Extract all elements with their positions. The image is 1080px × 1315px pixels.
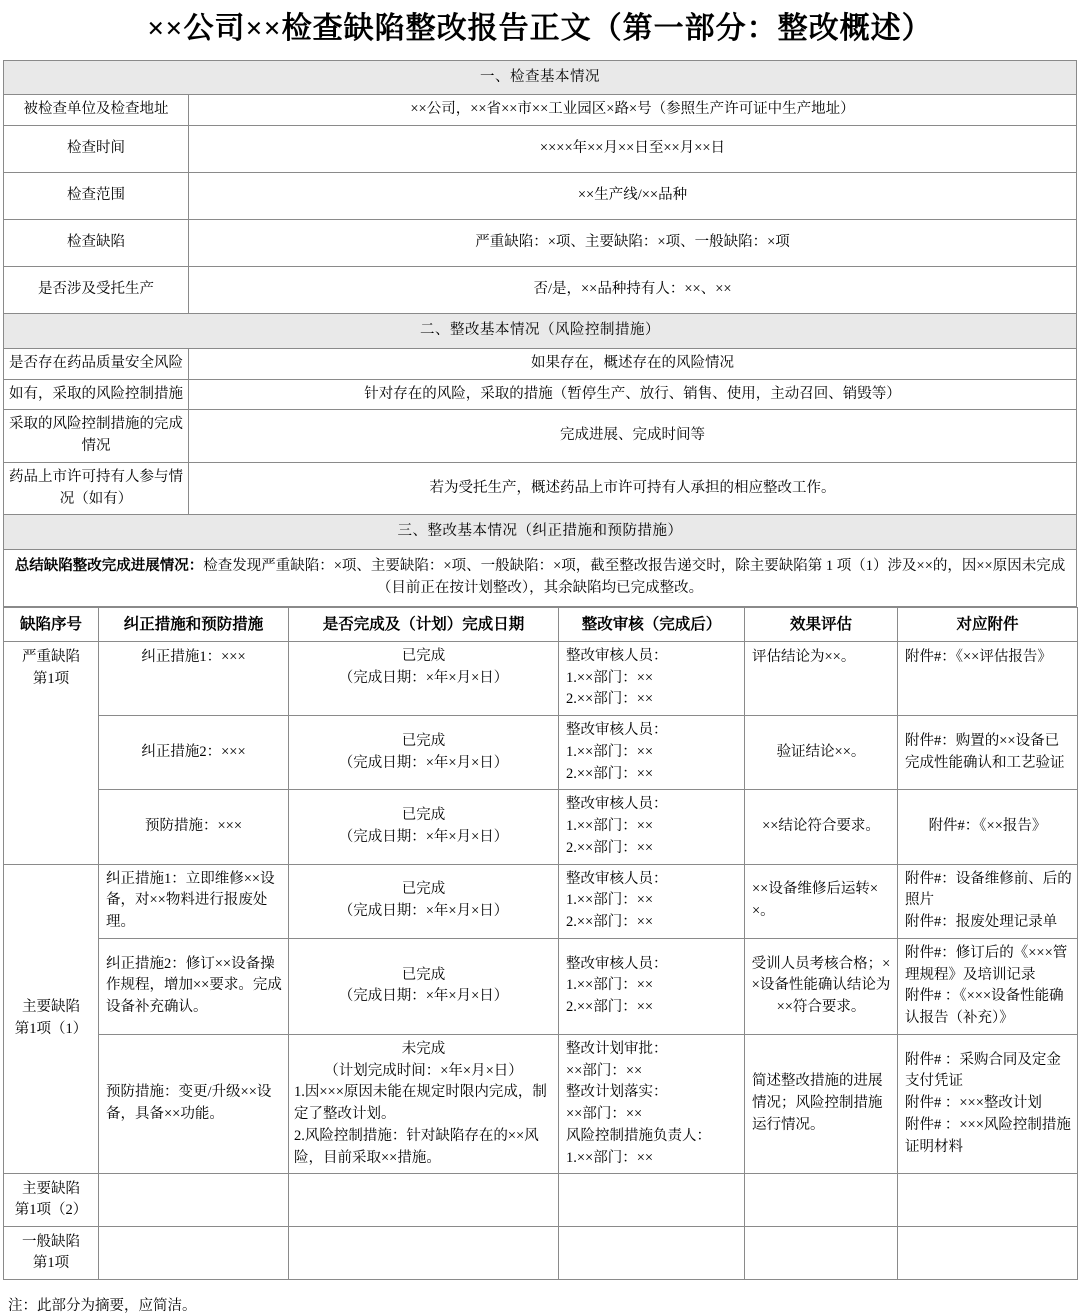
table-row — [4, 220, 1077, 267]
section2-heading-row — [4, 314, 1077, 349]
review-cell — [559, 864, 745, 938]
review-cell — [559, 716, 745, 790]
summary-row — [4, 550, 1077, 607]
review-line: 1.××部门：×× — [566, 1149, 654, 1166]
review-line: 2.××部门：×× — [566, 999, 654, 1016]
attachment-line: 附件#：修订后的《×××管理规程》及培训记录 — [905, 944, 1068, 983]
defect-id-line: 第1项（2） — [14, 1202, 88, 1219]
completion-cell — [289, 864, 559, 938]
capa-table-body — [4, 641, 1078, 1280]
footnote: 注：此部分为摘要，应简洁。 — [8, 1298, 197, 1315]
row-label: 检查缺陷 — [4, 220, 189, 267]
defect-id-line: 严重缺陷 — [22, 648, 80, 665]
attachment-cell — [898, 864, 1078, 938]
row-value: 针对存在的风险，采取的措施（暂停生产、放行、销售、使用，主动召回、销毁等） — [189, 379, 1077, 410]
table-row — [4, 790, 1078, 864]
col-header-attachment: 对应附件 — [898, 607, 1078, 641]
table-row — [4, 126, 1077, 173]
review-line: 1.××部门：×× — [566, 669, 654, 686]
table-row — [4, 267, 1077, 314]
completion-cell — [289, 790, 559, 864]
review-line: ××部门：×× — [566, 1106, 643, 1122]
row-label: 检查范围 — [4, 173, 189, 220]
attachment-line: 附件# ：《×××设备性能确认报告（补充）》 — [905, 988, 1064, 1026]
completion-line: 已完成 — [401, 966, 446, 983]
effect-cell: 受训人员考核合格；××设备性能确认结论为××符合要求。 — [745, 938, 898, 1034]
row-label: 是否存在药品质量安全风险 — [4, 348, 189, 379]
defect-id-line: 主要缺陷 — [22, 999, 80, 1016]
review-line: 整改审核人员： — [566, 870, 668, 887]
attachment-line: 附件# ：×××风险控制措施证明材料 — [905, 1116, 1071, 1155]
review-line: 整改计划落实： — [566, 1084, 668, 1101]
measure-cell: 纠正措施2：××× — [99, 716, 289, 790]
col-header-review: 整改审核（完成后） — [559, 607, 745, 641]
review-line: 整改审核人员： — [566, 955, 668, 972]
table-row — [4, 379, 1077, 410]
basic-info-table — [3, 60, 1077, 607]
capa-table-head — [4, 607, 1078, 641]
table-row — [4, 348, 1077, 379]
attachment-cell — [898, 1034, 1078, 1174]
attachment-line: 附件# ：×××整改计划 — [905, 1095, 1042, 1112]
completion-cell — [289, 716, 559, 790]
review-line: 1.××部门：×× — [566, 818, 654, 834]
completion-cell — [289, 938, 559, 1034]
col-header-defect-no: 缺陷序号 — [4, 607, 99, 641]
defect-id-cell — [4, 1174, 99, 1227]
table-row — [4, 462, 1077, 515]
completion-line: （完成日期：×年×月×日） — [338, 988, 509, 1005]
review-cell — [559, 938, 745, 1034]
summary-text: 检查发现严重缺陷：×项、主要缺陷：×项、一般缺陷：×项，截至整改报告递交时，除主要缺陷第 1 项（1）涉及××的，因××原因未完成（目前正在按计划整改），其余缺陷均已完成整改。 — [203, 558, 1066, 596]
review-line: 1.××部门：×× — [566, 892, 654, 909]
measure-cell — [99, 1174, 289, 1227]
review-cell — [559, 1034, 745, 1174]
page-title: ××公司××检查缺陷整改报告正文（第一部分：整改概述） — [147, 12, 933, 45]
row-label: 检查时间 — [4, 126, 189, 173]
summary-label: 总结缺陷整改完成进展情况： — [14, 558, 204, 574]
row-label: 是否涉及受托生产 — [4, 267, 189, 314]
attachment-cell: 附件#：购置的××设备已完成性能确认和工艺验证 — [898, 716, 1078, 790]
attachment-cell — [898, 1174, 1078, 1227]
attachment-line: 附件#：设备维修前、后的照片 — [905, 870, 1072, 909]
completion-line: （完成日期：×年×月×日） — [338, 828, 509, 845]
effect-cell: 验证结论××。 — [745, 716, 898, 790]
completion-line: 2.风险控制措施：针对缺陷存在的××风险，目前采取××措施。 — [294, 1127, 539, 1166]
effect-cell: ××设备维修后运转××。 — [745, 864, 898, 938]
summary-cell — [4, 550, 1077, 607]
review-line: 整改审核人员： — [566, 796, 668, 813]
row-value: 如果存在，概述存在的风险情况 — [189, 348, 1077, 379]
table-row — [4, 1227, 1078, 1280]
row-value: 严重缺陷：×项、主要缺陷：×项、一般缺陷：×项 — [189, 220, 1077, 267]
attachment-cell: 附件#：《××评估报告》 — [898, 641, 1078, 715]
completion-line: 已完成 — [401, 881, 446, 898]
effect-cell: 评估结论为××。 — [745, 641, 898, 715]
attachment-cell: 附件#：《××报告》 — [898, 790, 1078, 864]
row-label: 采取的风险控制措施的完成情况 — [4, 410, 189, 463]
section2-heading: 二、整改基本情况（风险控制措施） — [4, 314, 1077, 349]
table-row — [4, 95, 1077, 126]
col-header-measures: 纠正措施和预防措施 — [99, 607, 289, 641]
defect-id-cell — [4, 1227, 99, 1280]
row-label: 如有，采取的风险控制措施 — [4, 379, 189, 410]
attachment-line: 附件# ：采购合同及定金支付凭证 — [905, 1051, 1061, 1090]
table-row — [4, 864, 1078, 938]
completion-line: 1.因×××原因未能在规定时限内完成，制定了整改计划。 — [294, 1084, 547, 1122]
review-line: 整改审核人员： — [566, 722, 668, 738]
effect-cell — [745, 1174, 898, 1227]
row-value: ××××年××月××日至××月××日 — [189, 126, 1077, 173]
review-cell — [559, 1174, 745, 1227]
defect-id-line: 主要缺陷 — [22, 1180, 80, 1197]
completion-cell: 已完成 — [289, 641, 559, 667]
col-header-completion: 是否完成及（计划）完成日期 — [289, 607, 559, 641]
table-row — [4, 173, 1077, 220]
defect-id-line: 一般缺陷 — [22, 1233, 80, 1250]
section3-heading-row — [4, 515, 1077, 550]
table-row — [4, 1174, 1078, 1227]
row-label: 被检查单位及检查地址 — [4, 95, 189, 126]
review-line: 1.××部门：×× — [566, 743, 654, 760]
review-line: 1.××部门：×× — [566, 977, 654, 994]
defect-id-cell — [4, 641, 99, 864]
review-line: 2.××部门：×× — [566, 839, 654, 856]
completion-line: （完成日期：×年×月×日） — [338, 903, 509, 920]
section3-heading: 三、整改基本情况（纠正措施和预防措施） — [4, 515, 1077, 550]
completion-line: 已完成 — [401, 732, 446, 749]
defect-id-line: 第1项 — [32, 1255, 70, 1272]
row-value: 若为受托生产，概述药品上市许可持有人承担的相应整改工作。 — [189, 462, 1077, 515]
review-cell: 整改审核人员： — [559, 641, 745, 667]
review-line: ××部门：×× — [566, 1062, 643, 1079]
measure-cell: 纠正措施1：立即维修××设备，对××物料进行报废处理。 — [99, 864, 289, 938]
measure-cell — [99, 1227, 289, 1280]
table-row — [4, 716, 1078, 790]
table-row — [4, 938, 1078, 1034]
completion-cell — [289, 1227, 559, 1280]
row-label: 药品上市许可持有人参与情况（如有） — [4, 462, 189, 515]
section1-heading: 一、检查基本情况 — [4, 60, 1077, 95]
review-cell — [559, 668, 745, 716]
row-value: ××生产线/××品种 — [189, 173, 1077, 220]
review-line: 风险控制措施负责人： — [566, 1127, 711, 1144]
row-value: 否/是，××品种持有人：××、×× — [189, 267, 1077, 314]
effect-cell: 简述整改措施的进展情况；风险控制措施运行情况。 — [745, 1034, 898, 1174]
table-row — [4, 1034, 1078, 1174]
review-line: 2.××部门：×× — [566, 691, 654, 708]
row-value: 完成进展、完成时间等 — [189, 410, 1077, 463]
defect-id-line: 第1项 — [32, 670, 70, 687]
effect-cell — [745, 1227, 898, 1280]
effect-cell: ××结论符合要求。 — [745, 790, 898, 864]
completion-cell: （完成日期：×年×月×日） — [289, 668, 559, 716]
completion-line: 已完成 — [401, 807, 446, 824]
measure-cell: 预防措施：变更/升级××设备，具备××功能。 — [99, 1034, 289, 1174]
row-value: ××公司，××省××市××工业园区×路×号（参照生产许可证中生产地址） — [189, 95, 1077, 126]
table-row — [4, 641, 1078, 667]
measure-cell: 纠正措施1：××× — [99, 641, 289, 715]
table-row — [4, 410, 1077, 463]
review-cell — [559, 1227, 745, 1280]
measure-cell: 预防措施：××× — [99, 790, 289, 864]
review-line: 2.××部门：×× — [566, 914, 654, 930]
defect-id-cell — [4, 864, 99, 1174]
completion-cell — [289, 1174, 559, 1227]
basic-info-body — [4, 60, 1077, 606]
col-header-effect: 效果评估 — [745, 607, 898, 641]
review-line: 2.××部门：×× — [566, 765, 654, 782]
attachment-cell — [898, 938, 1078, 1034]
completion-line: （完成日期：×年×月×日） — [338, 754, 509, 771]
attachment-line: 附件#：报废处理记录单 — [905, 914, 1058, 930]
defect-id-line: 第1项（1） — [14, 1020, 88, 1037]
attachment-cell — [898, 1227, 1078, 1280]
completion-line: （计划完成时间：×年×月×日） — [324, 1062, 523, 1079]
section1-heading-row — [4, 60, 1077, 95]
capa-table — [3, 607, 1078, 1281]
completion-line: 未完成 — [401, 1040, 446, 1057]
measure-cell: 纠正措施2：修订××设备操作规程，增加××要求。完成设备补充确认。 — [99, 938, 289, 1034]
review-line: 整改计划审批： — [566, 1040, 668, 1057]
review-cell — [559, 790, 745, 864]
completion-cell — [289, 1034, 559, 1174]
capa-header-row — [4, 607, 1078, 641]
